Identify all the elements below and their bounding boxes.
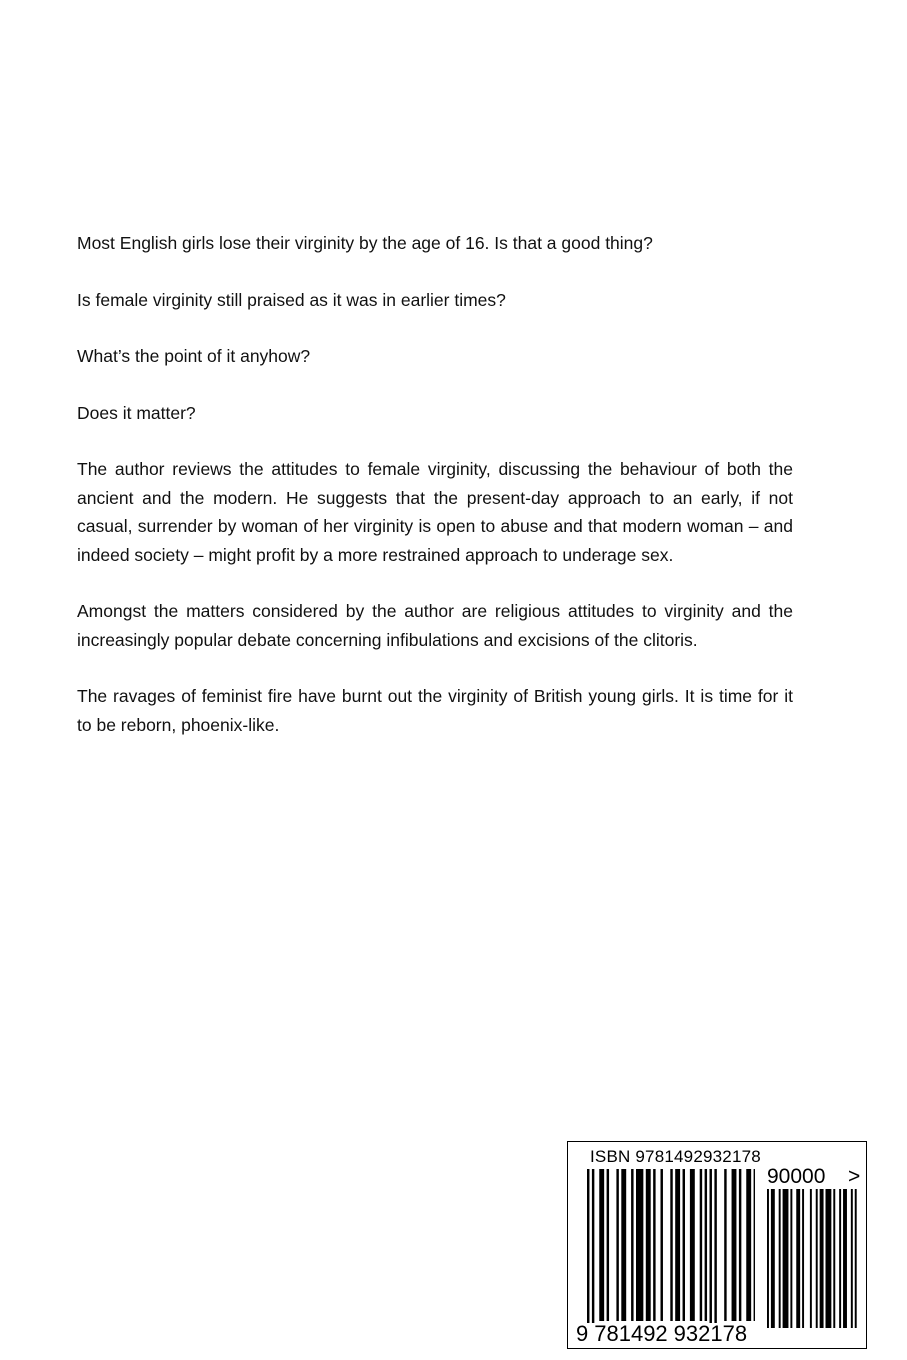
barcode-bar — [746, 1169, 751, 1321]
barcode-bar — [826, 1189, 832, 1328]
blurb-paragraph-3: What’s the point of it anyhow? — [77, 346, 311, 366]
barcode-bar — [739, 1169, 741, 1321]
barcode-bar — [839, 1189, 841, 1328]
barcode-bar — [670, 1169, 672, 1321]
barcode-bar — [710, 1169, 712, 1327]
barcode-bar — [855, 1189, 857, 1328]
barcode-bar — [820, 1189, 824, 1328]
blurb-paragraph-6: Amongst the matters considered by the author are religious attitudes to virginity and the increasingly popular debate concerning infibulations and excisions of the clitoris. — [77, 601, 793, 650]
barcode-bar — [616, 1169, 618, 1321]
barcode-bar — [683, 1169, 685, 1321]
addon-barcode-bars — [767, 1189, 860, 1334]
barcode-bar — [607, 1169, 609, 1321]
barcode-bar — [796, 1189, 800, 1328]
barcode-bar — [833, 1189, 835, 1328]
barcode-bar — [732, 1169, 737, 1321]
barcode-bar — [700, 1169, 702, 1321]
barcode-bar — [771, 1189, 775, 1328]
barcode-bar — [754, 1169, 755, 1321]
barcode-digits-left: 781492 — [594, 1321, 668, 1346]
price-code: 90000 — [767, 1165, 826, 1188]
blurb-paragraph-7: The ravages of feminist fire have burnt out the virginity of British young girls. It is time for it to be reborn, phoenix-like. — [77, 686, 793, 735]
barcode-bar — [802, 1189, 804, 1328]
barcode-bar — [621, 1169, 626, 1321]
barcode-bar — [592, 1169, 594, 1327]
blurb-paragraph-2: Is female virginity still praised as it was in earlier times? — [77, 289, 506, 310]
barcode-bar — [636, 1169, 643, 1321]
barcode-bar — [810, 1189, 812, 1328]
isbn-barcode — [567, 1141, 867, 1349]
barcode-bar — [690, 1169, 695, 1321]
barcode-bar — [661, 1169, 663, 1321]
barcode-bar — [790, 1189, 792, 1328]
barcode-bar — [783, 1189, 789, 1328]
blurb-paragraph-4: Does it matter? — [77, 402, 196, 423]
barcode-bar — [599, 1169, 604, 1321]
barcode-bars — [587, 1169, 755, 1327]
barcode-bar — [646, 1169, 651, 1321]
barcode-bar — [714, 1169, 716, 1327]
barcode-bar — [816, 1189, 818, 1328]
barcode-bar — [779, 1189, 781, 1328]
barcode-bar — [843, 1189, 847, 1328]
barcode-bar — [705, 1169, 707, 1321]
barcode-bar — [653, 1169, 655, 1321]
barcode-bar — [851, 1189, 853, 1328]
barcode-digits-right: 932178 — [673, 1321, 748, 1346]
barcode-bar — [767, 1189, 769, 1328]
blurb-paragraph-1: Most English girls lose their virginity by the age of 16. Is that a good thing? — [77, 233, 653, 253]
price-arrow: > — [848, 1165, 861, 1188]
barcode-digits — [576, 1323, 747, 1345]
barcode-bar — [631, 1169, 633, 1321]
barcode-bar — [675, 1169, 680, 1321]
blurb-paragraph-5: The author reviews the attitudes to female virginity, discussing the behaviour of both the ancient and the modern. He suggests that the present-day approach to an early, if not casual, surrender by woman of her virginity is open to abuse and that modern woman – and indeed society – might profit by a more restrained approach to underage sex. — [77, 459, 793, 565]
barcode-bar — [587, 1169, 589, 1327]
back-cover-blurb — [77, 229, 793, 739]
barcode-digit-lead: 9 — [576, 1321, 589, 1346]
barcode-bar — [724, 1169, 726, 1321]
isbn-label: ISBN 9781492932178 — [590, 1147, 761, 1166]
